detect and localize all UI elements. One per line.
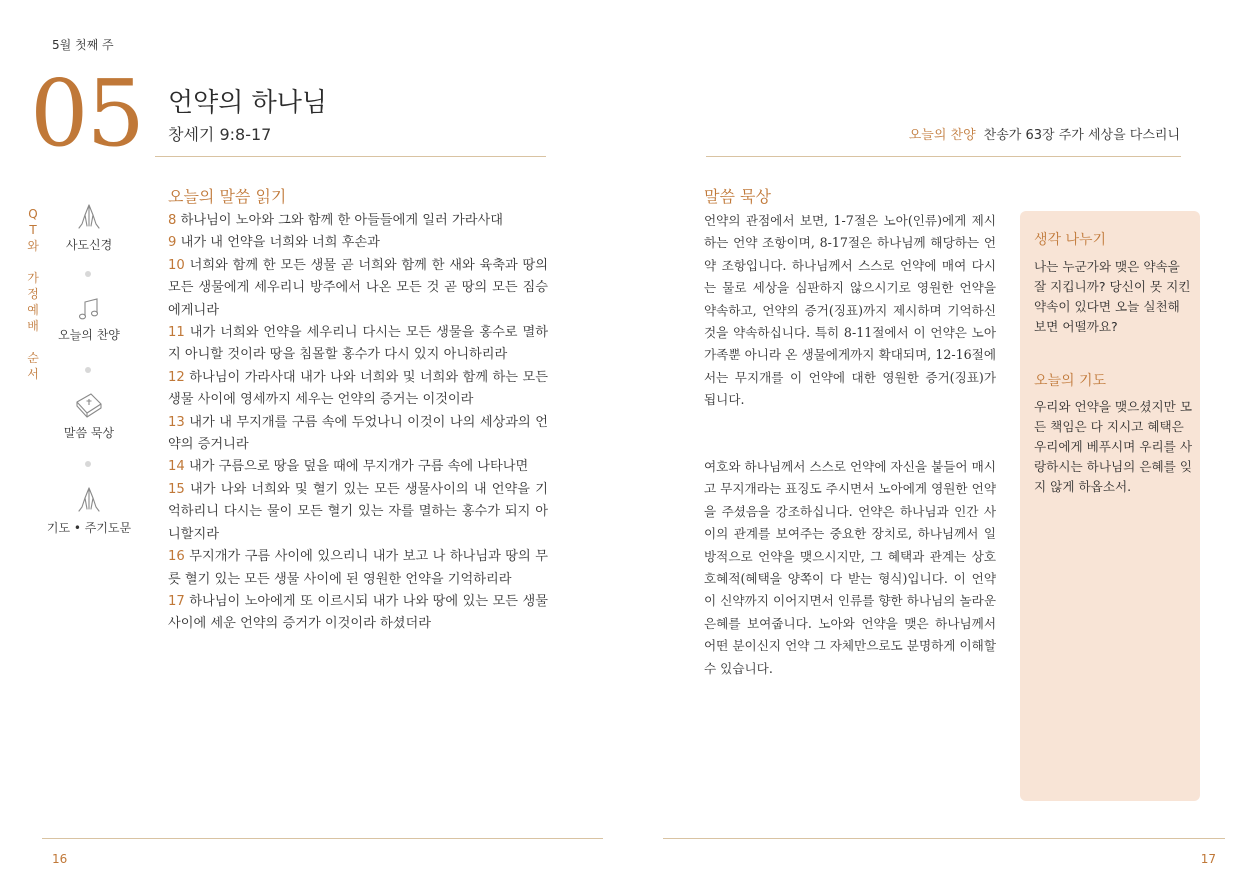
page-title: 언약의 하나님 [168, 88, 327, 118]
verse-text: 내가 내 무지개를 구름 속에 두었나니 이것이 나의 세상과의 언약의 증거니라 [168, 414, 548, 453]
praying-hands-icon [74, 485, 104, 515]
share-heading: 생각 나누기 [1034, 232, 1107, 248]
bible-icon [73, 390, 105, 420]
verse-list [168, 210, 548, 636]
verse [168, 210, 548, 232]
verse [168, 367, 548, 412]
footer-divider-left [42, 838, 603, 839]
verse [168, 591, 548, 636]
verse-number: 11 [168, 325, 185, 341]
verse-text: 너희와 함께 한 모든 생물 곧 너희와 함께 한 새와 육축과 땅의 모든 생물에게 세우리니 방주에서 나온 모든 것 곧 땅의 모든 짐승에게니라 [168, 257, 548, 318]
sidebar-dot [85, 271, 91, 277]
verse-number: 17 [168, 593, 185, 609]
qt-char: 가 [27, 271, 39, 285]
page-number-left: 16 [52, 852, 68, 866]
music-note-icon [74, 296, 104, 322]
meditation-paragraph: 여호와 하나님께서 스스로 언약에 자신을 붙들어 매시고 무지개라는 표징도 주시면서 노아에게 영원한 언약을 주셨음을 강조하십니다. 언약은 하나님과 인간 사이의 관계를 보여주는 중요한 장치로, 하나님께서 일방적으로 언약을 맺으시지만, 그 혜택과 관계는 상호호혜적(혜택을 양쪽이 다 받는 형식)입니다. 이 언약이 신약까지 이어지면서 인류를 향한 하나님의 놀라운 은혜를 보여줍니다. 노아와 언약을 맺은 하나님께서 어떤 분이신지 언약 그 자체만으로도 분명하게 이해할 수 있습니다. [704, 459, 996, 676]
sidebar-item-label: 기도 • 주기도문 [46, 521, 132, 535]
verse-number: 13 [168, 414, 185, 430]
qt-char: 배 [27, 319, 39, 333]
day-number: 05 [30, 60, 144, 167]
footer-divider-right [663, 838, 1225, 839]
verse-text: 내가 내 언약을 너희와 너희 후손과 [180, 235, 380, 251]
qt-char: 순 [27, 351, 39, 365]
reading-heading: 오늘의 말씀 읽기 [168, 187, 287, 206]
header-divider-left [155, 156, 546, 157]
sidebar-item-label: 오늘의 찬양 [58, 328, 120, 342]
verse-text: 하나님이 노아에게 또 이르시되 내가 나와 땅에 있는 모든 생물 사이에 세운 언약의 증거가 이것이라 하셨더라 [168, 593, 548, 632]
page-number-right: 17 [1200, 852, 1216, 866]
verse-number: 9 [168, 235, 177, 251]
sidebar-item-creed [46, 202, 132, 253]
verse-number: 15 [168, 481, 185, 497]
verse-text: 내가 나와 너희와 및 혈기 있는 모든 생물사이의 내 언약을 기억하리니 다시는 물이 모든 혈기 있는 자를 멸하는 홍수가 되지 아니할지라 [168, 481, 548, 542]
verse-number: 10 [168, 257, 185, 273]
qt-char: 예 [27, 303, 39, 317]
qt-char [26, 334, 40, 350]
verse [168, 255, 548, 322]
sidebar-item-label: 말씀 묵상 [63, 426, 115, 440]
sidebar-dot [85, 367, 91, 373]
praying-hands-icon [74, 202, 104, 232]
qt-char: 서 [27, 367, 39, 381]
header-divider-right [706, 156, 1181, 157]
prayer-text: 우리와 언약을 맺으셨지만 모든 책임은 다 지시고 혜택은 우리에게 베푸시며 우리를 사랑하시는 하나님의 은혜를 잊지 않게 하옵소서. [1034, 399, 1192, 494]
verse-text: 무지개가 구름 사이에 있으리니 내가 보고 나 하나님과 땅의 무릇 혈기 있는 모든 생물 사이에 된 영원한 언약을 기억하리라 [168, 549, 548, 587]
qt-vertical-label [26, 206, 40, 382]
scripture-reference: 창세기 9:8-17 [168, 125, 272, 144]
verse-number: 16 [168, 549, 185, 565]
verse-text: 내가 너희와 언약을 세우리니 다시는 모든 생물을 홍수로 멸하지 아니할 것이라 땅을 침몰할 홍수가 다시 있지 아니하리라 [168, 325, 548, 363]
verse-text: 내가 구름으로 땅을 덮을 때에 무지개가 구름 속에 나타나면 [188, 459, 529, 475]
sidebar-item-prayer [46, 485, 132, 536]
verse-text: 하나님이 노아와 그와 함께 한 아들들에게 일러 가라사대 [180, 213, 503, 228]
hymn-line [909, 124, 1180, 143]
hymn-value: 찬송가 63장 주가 세상을 다스리니 [983, 128, 1180, 143]
verse [168, 456, 548, 478]
sidebar-item-label: 사도신경 [65, 238, 113, 252]
verse-text: 하나님이 가라사대 내가 나와 너희와 및 너희와 함께 하는 모든 생물 사이에 영세까지 세우는 언약의 증거는 이것이라 [168, 369, 548, 408]
week-label: 5월 첫째 주 [52, 38, 114, 52]
qt-char: T [29, 223, 37, 237]
sidebar-item-meditation [46, 390, 132, 441]
share-text: 나는 누군가와 맺은 약속을 잘 지킵니까? 당신이 못 지킨 약속이 있다면 오늘 실천해 보면 어떨까요? [1034, 259, 1191, 334]
sidebar-dot [85, 461, 91, 467]
verse-number: 12 [168, 369, 185, 385]
verse-number: 14 [168, 459, 185, 475]
meditation-paragraph: 언약의 관점에서 보면, 1-7절은 노아(인류)에게 제시하는 언약 조항이며, 8-17절은 하나님께 해당하는 언약 조항입니다. 하나님께서 스스로 언약에 매여 다시는 물로 세상을 심판하지 않으시기로 영원한 언약을 약속하고, 언약의 증거(징표)까지 제시하며 기억하신 것을 약속하십니다. 특히 8-11절에서 이 언약은 노아 가족뿐 아니라 온 생물에게까지 확대되며, 12-16절에서는 무지개를 이 언약에 대한 영원한 증거(징표)가 됩니다. [704, 213, 996, 408]
sidebar-item-hymn [46, 296, 132, 343]
verse [168, 546, 548, 591]
verse [168, 322, 548, 367]
verse [168, 232, 548, 254]
qt-char: Q [28, 207, 38, 221]
verse [168, 479, 548, 546]
qt-char: 와 [27, 239, 39, 253]
verse [168, 412, 548, 457]
hymn-label: 오늘의 찬양 [908, 128, 976, 143]
prayer-heading: 오늘의 기도 [1034, 373, 1107, 389]
meditation-heading: 말씀 묵상 [704, 187, 771, 206]
qt-char [26, 254, 40, 270]
verse-number: 8 [168, 213, 177, 228]
qt-char: 정 [27, 287, 39, 301]
